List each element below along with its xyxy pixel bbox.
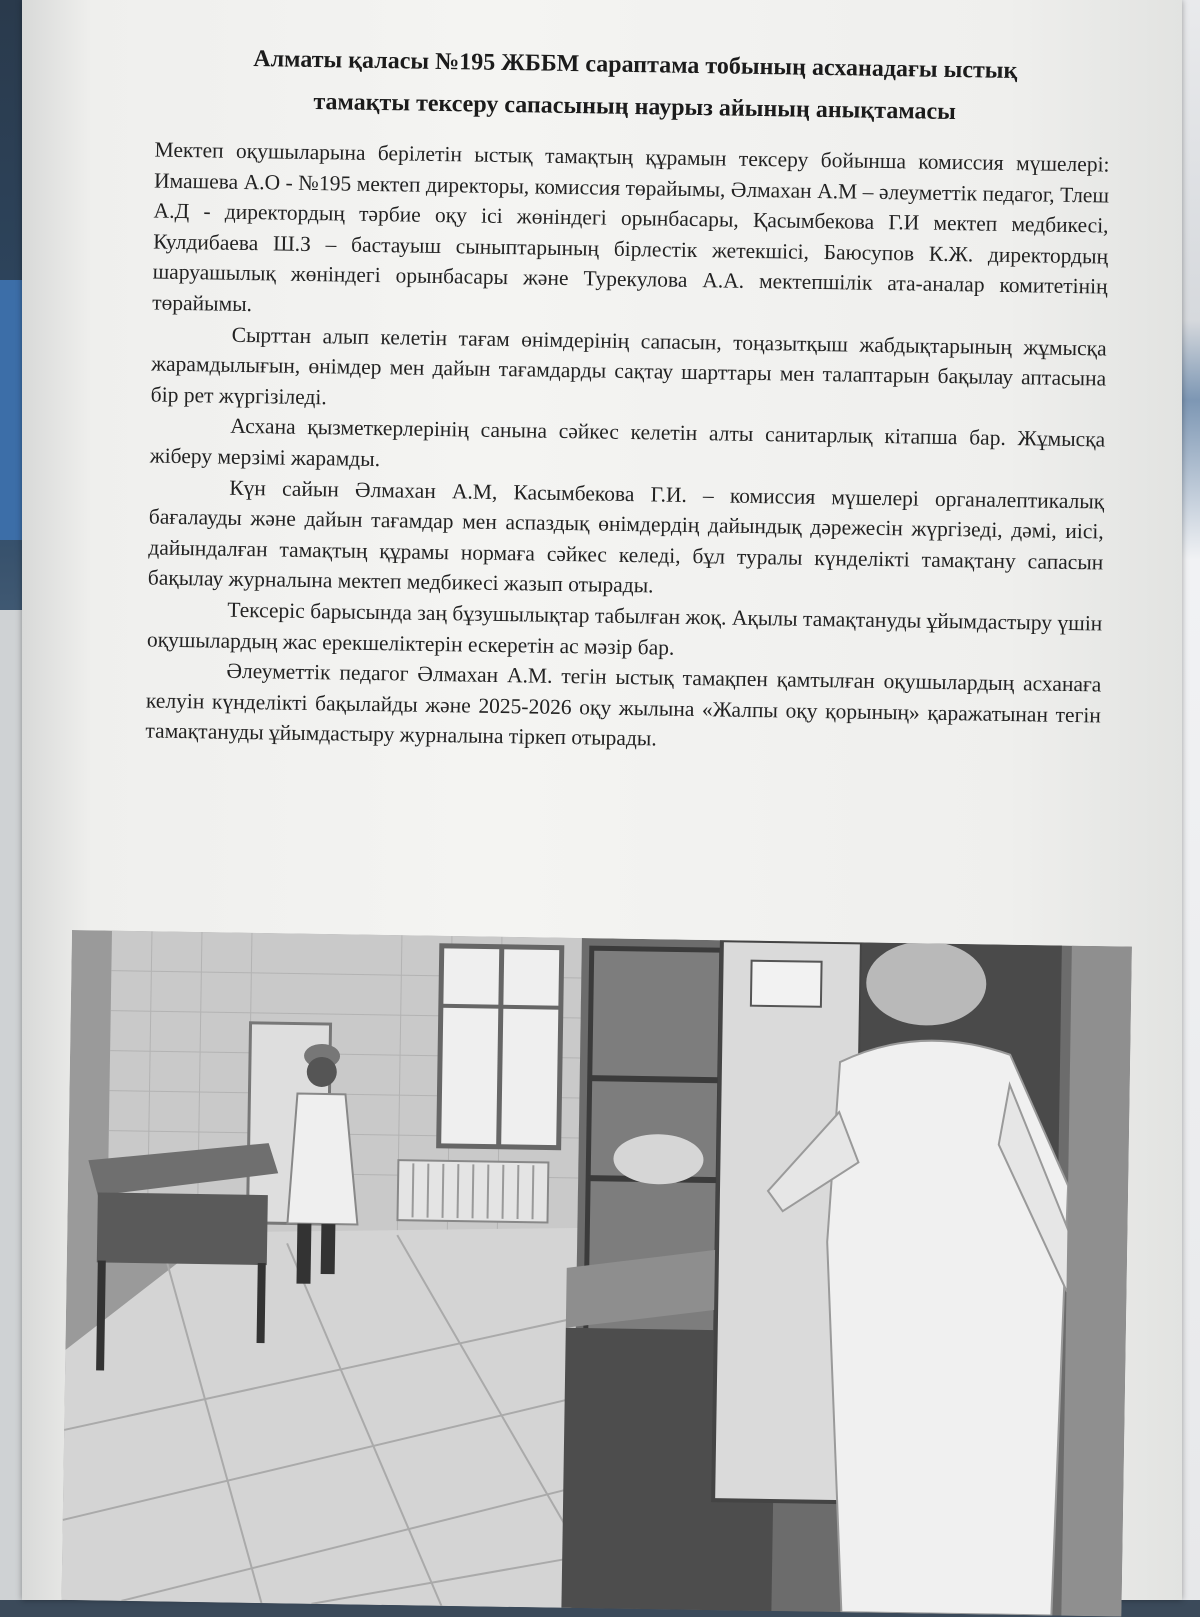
title-line-2: тамақты тексеру сапасының наурыз айының анықтамасы — [313, 88, 957, 126]
paragraph-commission: Мектеп оқушыларына берілетін ыстық тамақтың құрамын тексеру бойынша комиссия мүшелері: Имашева А.О - №195 мектеп директоры, комиссия төрайымы, Әлмахан А.М – әлеуметтік педагог, Тлеш А.Д - директордың тәрбие оқу ісі жөніндегі орынбасары, Қасымбекова Г.И мектеп медбикесі, Кулдибаева Ш.З – бастауыш сыныптарының бірлестік жетекшісі, Баюсупов К.Ж. директордың шаруашылық жөніндегі орынбасары және Турекулова А.А. мектепшілік ата-аналар комитетінің төрайымы. — [152, 137, 1110, 317]
kitchen-worker-photo — [61, 930, 581, 1608]
paragraph-sanitary-books: Асхана қызметкерлерінің санына сәйкес келетін алты санитарлық кітапша бар. Жұмысқа жіберу мерзімі жарамды. — [149, 414, 1106, 472]
title-line-1: Алматы қаласы №195 ЖББМ сараптама тобының асханадағы ыстық — [253, 46, 1018, 85]
kitchen-photos — [61, 930, 1131, 1617]
document-body — [145, 135, 1109, 762]
document-title — [169, 37, 1100, 136]
worker-at-refrigerator-photo — [561, 936, 1131, 1617]
paragraph-free-meals: Әлеуметтік педагог Әлмахан А.М. тегін ыстық тамақпен қамтылған оқушылардың асханаға келуін күнделікті бақылайды және 2025-2026 оқу жылына «Жалпы оқу қорының» қаражатынан тегін тамақтануды ұйымдастыру журналына тіркеп отырады. — [145, 658, 1102, 751]
paragraph-daily-assessment: Күн сайын Әлмахан А.М, Касымбекова Г.И. – комиссия мүшелері органалептикалық бағалауды және дайын тағамдар мен аспаздық өнімдердің дайындық дәрежесін жүргізеді, дәмі, иісі, дайындалған тамақтың құрамы нормаға сәйкес келеді, бұл туралы күнделікті тамақтану сапасын бақылау журналына мектеп медбикесі жазып отырады. — [147, 475, 1105, 598]
paragraph-inspection-result: Тексеріс барысында заң бұзушылықтар табылған жоқ. Ақылы тамақтануды ұйымдастыру үшін оқушылардың жас ерекшеліктерін ескеретін ас мәзір бар. — [146, 597, 1103, 660]
paragraph-food-control: Сырттан алып келетін тағам өнімдерінің сапасын, тоңазытқыш жабдықтарының жұмысқа жарамдылығын, өнімдер мен дайын тағамдарды сақтау шарттары мен талаптарын бақылау аптасына бір рет жүргізіледі. — [150, 322, 1107, 410]
